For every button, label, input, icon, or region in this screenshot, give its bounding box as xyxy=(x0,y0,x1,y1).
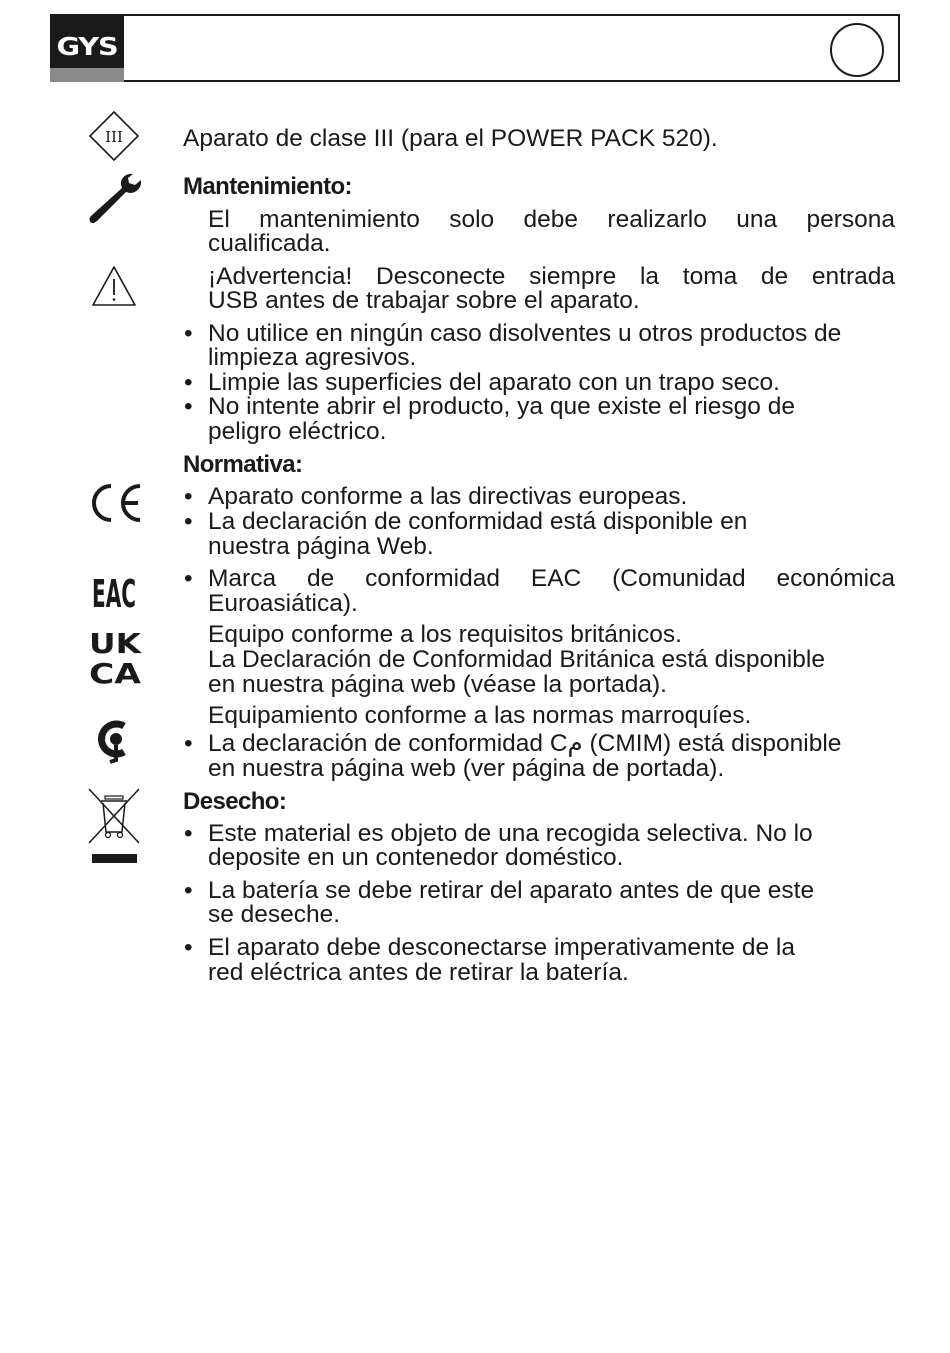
bullet: • xyxy=(184,320,193,347)
maintenance-line-2: cualificada. xyxy=(208,230,331,257)
eac-mark-icon xyxy=(91,566,137,616)
cmim-line-1: Equipamiento conforme a las normas marroquíes. xyxy=(208,702,752,729)
regulation-heading: Normativa: xyxy=(183,451,303,478)
logo-band xyxy=(50,68,124,82)
class-iii-numeral: III xyxy=(105,128,123,146)
bullet: • xyxy=(184,508,193,535)
bullet: • xyxy=(184,877,193,904)
warning-triangle-icon xyxy=(91,264,137,308)
bullet: • xyxy=(184,565,193,592)
bullet: • xyxy=(184,730,193,757)
page-header xyxy=(50,14,900,82)
maintenance-bullet-3-line-2: peligro eléctrico. xyxy=(208,418,387,445)
disposal-bullet-3-line-2: red eléctrica antes de retirar la batería. xyxy=(208,959,629,986)
disposal-bullet-3-line-1: El aparato debe desconectarse imperativamente de la xyxy=(208,934,795,961)
disposal-bullet-2-line-2: se deseche. xyxy=(208,901,341,928)
maintenance-line-1: El mantenimiento solo debe realizarlo una persona xyxy=(208,206,895,233)
maintenance-bullet-1-line-1: No utilice en ningún caso disolventes u otros productos de xyxy=(208,320,842,347)
ukca-mark-uk: UK xyxy=(89,627,143,660)
bullet: • xyxy=(184,820,193,847)
eac-mark-text: EAC xyxy=(92,572,136,616)
bullet: • xyxy=(184,369,193,396)
brand-logo xyxy=(50,14,124,82)
disposal-bullet-2-line-1: La batería se debe retirar del aparato antes de que este xyxy=(208,877,815,904)
cmim-line-3: en nuestra página web (ver página de portada). xyxy=(208,755,725,782)
warning-line-1: ¡Advertencia! Desconecte siempre la toma de entrada xyxy=(208,263,895,290)
ce-line-3: nuestra página Web. xyxy=(208,533,434,560)
disposal-bullet-1-line-2: deposite en un contenedor doméstico. xyxy=(208,844,624,871)
maintenance-bullet-3-line-1: No intente abrir el producto, ya que existe el riesgo de xyxy=(208,393,795,420)
brand-logo-text: GYS xyxy=(56,32,118,61)
bullet: • xyxy=(184,934,193,961)
class-iii-diamond-icon xyxy=(88,110,140,162)
maintenance-bullet-1-line-2: limpieza agresivos. xyxy=(208,344,417,371)
wrench-icon xyxy=(86,170,144,226)
crossed-bin-icon xyxy=(86,786,142,868)
maintenance-bullet-2-line-1: Limpie las superficies del aparato con un trapo seco. xyxy=(208,369,780,396)
disposal-heading: Desecho: xyxy=(183,788,287,815)
ce-line-2: La declaración de conformidad está disponible en xyxy=(208,508,748,535)
bullet: • xyxy=(184,483,193,510)
ukca-line-1: Equipo conforme a los requisitos británicos. xyxy=(208,621,682,648)
ukca-line-3: en nuestra página web (véase la portada). xyxy=(208,671,667,698)
maintenance-heading: Mantenimiento: xyxy=(183,173,352,200)
cmim-mark-icon xyxy=(94,718,134,764)
eac-line-1: Marca de conformidad EAC (Comunidad económica xyxy=(208,565,895,592)
ce-mark-icon xyxy=(86,482,144,524)
warning-line-2: USB antes de trabajar sobre el aparato. xyxy=(208,287,640,314)
eac-line-2: Euroasiática). xyxy=(208,590,358,617)
cmim-line-2: La declaración de conformidad Cم (CMIM) está disponible xyxy=(208,730,842,757)
ukca-mark-ca: CA xyxy=(89,657,142,690)
language-circle-icon xyxy=(830,23,884,77)
disposal-bullet-1-line-1: Este material es objeto de una recogida selectiva. No lo xyxy=(208,820,813,847)
bullet: • xyxy=(184,393,193,420)
ce-line-1: Aparato conforme a las directivas europeas. xyxy=(208,483,688,510)
ukca-line-2: La Declaración de Conformidad Británica está disponible xyxy=(208,646,825,673)
ukca-mark-icon xyxy=(88,627,143,690)
class-iii-text: Aparato de clase III (para el POWER PACK 520). xyxy=(183,125,718,152)
